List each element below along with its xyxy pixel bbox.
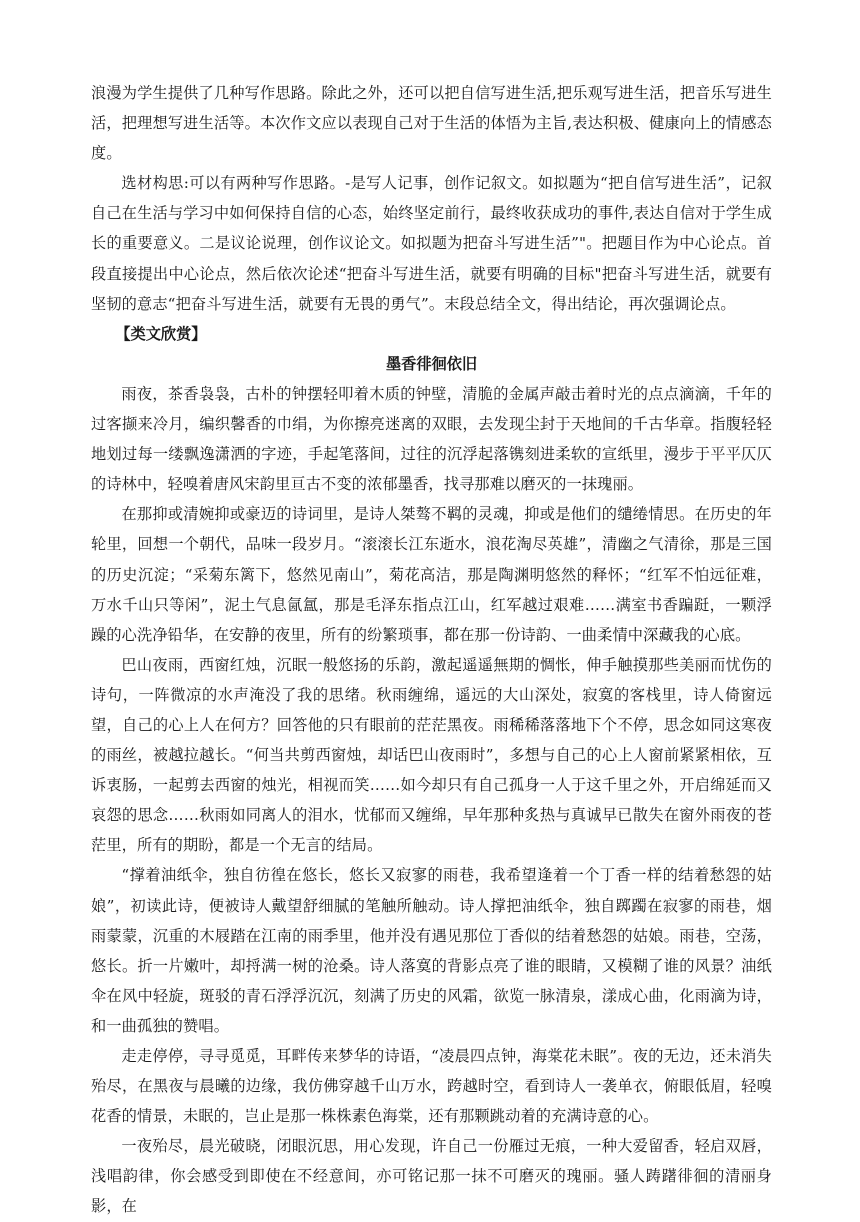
essay-paragraph-2: 在那抑或清婉抑或豪迈的诗词里，是诗人桀骜不羁的灵魂，抑或是他们的缱绻情思。在历史的年轮里，回想一个朝代，品味一段岁月。“滚滚长江东逝水，浪花淘尽英雄”，清幽之气清徐，那是三国的历史沉淀；“采菊东篱下，悠然见南山”，菊花高洁，那是陶渊明悠然的释怀；“红军不怕远征难，万水千山只等闲”，泥土气息氤氲，那是毛泽东指点江山，红军越过艰难……满室书香蹁跹，一颗浮躁的心洗净铅华，在安静的夜里，所有的纷繁琐事，都在那一份诗韵、一曲柔情中深藏我的心底。: [91, 505, 772, 644]
essay-paragraph-1: 雨夜，茶香袅袅，古朴的钟摆轻叩着木质的钟壁，清脆的金属声敲击着时光的点点滴滴，千年的过客撷来冷月，编织馨香的巾绢，为你擦亮迷离的双眼，去发现尘封于天地间的千古华章。指腹轻轻地划过每一缕飘逸潇洒的字迹，手起笔落间，过往的沉浮起落镌刻进柔软的宣纸里，漫步于平平仄仄的诗林中，轻嗅着唐风宋韵里亘古不变的浓郁墨香，找寻那难以磨灭的一抹瑰丽。: [91, 384, 772, 494]
essay-paragraph-6: 一夜殆尽，晨光破晓，闭眼沉思，用心发现，许自己一份雁过无痕，一种大爱留香，轻启双唇，浅唱韵律，你会感受到即使在不经意间，亦可铭记那一抹不可磨灭的瑰丽。骚人踌躇徘徊的清丽身影，在: [91, 1137, 772, 1216]
essay-title: 墨香徘徊依旧: [385, 354, 478, 373]
essay-paragraph-5: 走走停停，寻寻觅觅，耳畔传来梦华的诗语，“凌晨四点钟，海棠花未眠”。夜的无边，还未消失殆尽，在黑夜与晨曦的边缘，我仿佛穿越千山万水，跨越时空，看到诗人一袭单衣，俯眼低眉，轻嗅花香的情景，未眠的，岂止是那一株株素色海棠，还有那颗跳动着的充满诗意的心。: [91, 1047, 772, 1126]
section-heading: 【类文欣赏】: [115, 324, 207, 343]
intro-paragraph-2: 选材构思:可以有两种写作思路。-是写人记事，创作记叙文。如拟题为“把自信写进生活”，记叙自己在生活与学习中如何保持自信的心态，始终坚定前行，最终收获成功的事件,表达自信对于学生成长的重要意义。二是议论说理，创作议论文。如拟题为把奋斗写进生活”"。把题目作为中心论点。首段直接提出中心论点，然后依次论述“把奋斗写进生活，就要有明确的目标"把奋斗写进生活，就要有坚韧的意志“把奋斗写进生活，就要有无畏的勇气”。末段总结全文，得出结论，再次强调论点。: [91, 174, 772, 313]
essay-paragraph-3: 巴山夜雨，西窗红烛，沉眠一般悠扬的乐韵，激起遥遥無期的惆怅，伸手触摸那些美丽而忧伤的诗句，一阵微凉的水声淹没了我的思绪。秋雨缠绵，遥远的大山深处，寂寞的客栈里，诗人倚窗远望，自己的心上人在何方？回答他的只有眼前的茫茫黑夜。雨稀稀落落地下个不停，思念如同这寒夜的雨丝，被越拉越长。“何当共剪西窗烛，却话巴山夜雨时”，多想与自己的心上人窗前紧紧相依，互诉衷肠，一起剪去西窗的烛光，相视而笑……如今却只有自己孤身一人于这千里之外，开启绵延而又哀怨的思念……秋雨如同离人的泪水，忧郁而又缠绵，早年那种炙热与真诚早已散失在窗外雨夜的苍茫里，所有的期盼，都是一个无言的结局。: [91, 655, 772, 855]
intro-paragraph-1: 浪漫为学生提供了几种写作思路。除此之外，还可以把自信写进生活,把乐观写进生活，把音乐写进生活，把理想写进生活等。本次作文应以表现自己对于生活的体悟为主旨,表达积极、健康向上的情感态度。: [91, 84, 772, 163]
essay-paragraph-4: “撑着油纸伞，独自彷徨在悠长，悠长又寂寥的雨巷，我希望逢着一个丁香一样的结着愁怨的姑娘”，初读此诗，便被诗人戴望舒细腻的笔触所触动。诗人撑把油纸伞，独自踯躅在寂寥的雨巷，烟雨蒙蒙，沉重的木屐踏在江南的雨季里，他并没有遇见那位丁香似的结着愁怨的姑娘。雨巷，空荡，悠长。折一片嫩叶，却捋满一树的沧桑。诗人落寞的背影点亮了谁的眼睛，又模糊了谁的风景？油纸伞在风中轻旋，斑驳的青石浮浮沉沉，刻满了历史的风霜，欲览一脉清泉，漾成心曲，化雨滴为诗，和一曲孤独的赞唱。: [91, 866, 772, 1035]
